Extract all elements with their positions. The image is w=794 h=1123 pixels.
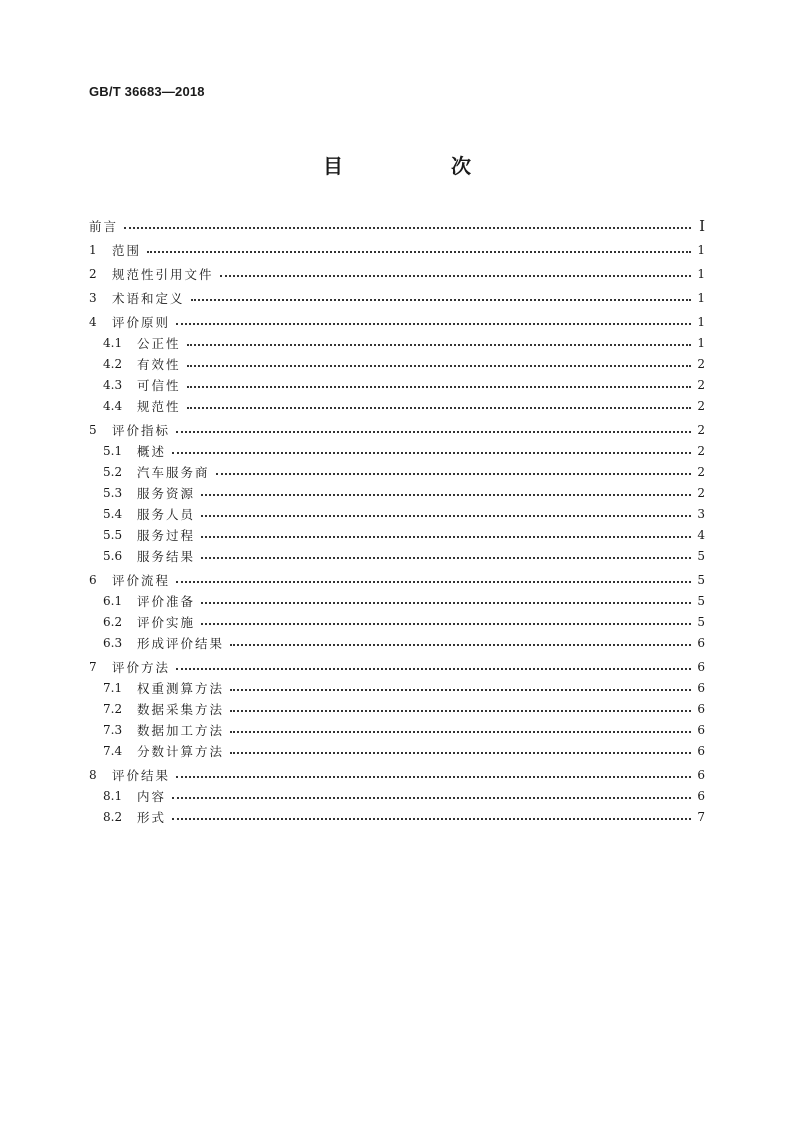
toc-entry-title: 评价结果 [112,768,171,783]
toc-entry-title: 权重测算方法 [137,681,225,696]
toc-leader-dots [124,227,691,229]
toc-entry[interactable] [89,264,705,284]
toc-subentry[interactable] [103,699,705,719]
toc-entry-page: 6 [697,702,705,716]
toc-entry[interactable] [89,288,705,308]
toc-entry-number: 1 [89,243,97,257]
toc-entry-page: 5 [697,594,705,608]
toc-entry-number: 2 [89,267,97,281]
toc-entry-number: 5.4 [103,507,123,521]
toc-subentry[interactable] [103,462,705,482]
toc-leader-dots [201,494,691,496]
toc-leader-dots [201,557,691,559]
toc-entry-number: 7.1 [103,681,123,695]
toc-entry-page: 5 [697,615,705,629]
toc-entry-page: 7 [697,810,705,824]
toc-entry[interactable] [89,312,705,332]
toc-entry-number: 7.2 [103,702,123,716]
toc-entry-page: 6 [697,636,705,650]
toc-entry-title: 前言 [89,219,119,234]
toc-entry-page: 2 [697,444,705,458]
toc-leader-dots [187,407,691,409]
toc-leader-dots [187,365,691,367]
toc-entry-foreword[interactable] [89,216,705,236]
toc-leader-dots [176,776,691,778]
toc-entry-title: 公正性 [137,336,181,351]
toc-entry-number: 6.2 [103,615,123,629]
toc-leader-dots [172,452,691,454]
toc-entry-title: 评价原则 [112,315,171,330]
toc-entry-page: 2 [697,357,705,371]
toc-leader-dots [176,668,691,670]
toc-entry-number: 4 [89,315,97,329]
toc-leader-dots [230,752,691,754]
toc-entry-title: 形式 [137,810,167,825]
toc-entry-title: 有效性 [137,357,181,372]
toc-subentry[interactable] [103,786,705,806]
toc-leader-dots [230,689,691,691]
toc-entry-title: 数据加工方法 [137,723,225,738]
toc-entry-number: 5.6 [103,549,123,563]
toc-entry-page: 2 [697,486,705,500]
toc-entry-number: 7.3 [103,723,123,737]
toc-entry-page: 1 [697,315,705,329]
toc-entry-number: 4.1 [103,336,123,350]
toc-entry-page: 5 [697,573,705,587]
toc-subentry[interactable] [103,546,705,566]
toc-leader-dots [230,731,691,733]
toc-entry-number: 8 [89,768,97,782]
toc-leader-dots [172,818,691,820]
toc-entry-title: 范围 [112,243,142,258]
toc-subentry[interactable] [103,333,705,353]
toc-entry-number: 8.1 [103,789,123,803]
toc-entry-page: 2 [697,378,705,392]
toc-entry-number: 6.1 [103,594,123,608]
toc-leader-dots [230,644,691,646]
toc-entry-title: 评价指标 [112,423,171,438]
toc-leader-dots [176,581,691,583]
toc-entry-number: 4.3 [103,378,123,392]
toc-entry-page: 2 [697,465,705,479]
toc-leader-dots [201,602,691,604]
toc-leader-dots [191,299,691,301]
toc-entry-number: 5 [89,423,97,437]
toc-subentry[interactable] [103,525,705,545]
toc-subentry[interactable] [103,720,705,740]
toc-entry-number: 5.5 [103,528,123,542]
toc-entry-title: 服务资源 [137,486,196,501]
toc-entry-number: 3 [89,291,97,305]
toc-subentry[interactable] [103,741,705,761]
toc-entry-page: 4 [697,528,705,542]
toc-leader-dots [176,431,691,433]
toc-entry-page: 6 [697,744,705,758]
toc-subentry[interactable] [103,396,705,416]
toc-leader-dots [220,275,691,277]
page-title: 目 次 [323,154,515,178]
toc-entry-page: 1 [697,267,705,281]
toc-entry-page: 5 [697,549,705,563]
toc-entry-page: 6 [697,681,705,695]
toc-entry-title: 可信性 [137,378,181,393]
toc-entry-page: 2 [697,423,705,437]
toc-entry[interactable] [89,657,705,677]
toc-leader-dots [230,710,691,712]
toc-entry[interactable] [89,240,705,260]
toc-leader-dots [201,536,691,538]
toc-subentry[interactable] [103,504,705,524]
toc-entry-title: 服务结果 [137,549,196,564]
toc-leader-dots [187,344,691,346]
toc-leader-dots [176,323,691,325]
toc-leader-dots [172,797,691,799]
toc-entry-page: 1 [697,336,705,350]
toc-entry-page: 1 [697,291,705,305]
toc-entry-title: 评价方法 [112,660,171,675]
toc-entry-title: 服务过程 [137,528,196,543]
toc-entry[interactable] [89,765,705,785]
toc-entry-title: 内容 [137,789,167,804]
toc-entry-number: 7 [89,660,97,674]
toc-entry[interactable] [89,570,705,590]
toc-subentry[interactable] [103,354,705,374]
toc-entry[interactable] [89,420,705,440]
toc-entry-title: 分数计算方法 [137,744,225,759]
toc-subentry[interactable] [103,807,705,827]
toc-entry-number: 4.2 [103,357,123,371]
toc-entry-number: 4.4 [103,399,123,413]
toc-entry-page: 2 [697,399,705,413]
toc-leader-dots [216,473,691,475]
toc-subentry[interactable] [103,441,705,461]
toc-subentry[interactable] [103,612,705,632]
toc-entry-title: 术语和定义 [112,291,185,306]
toc-subentry[interactable] [103,375,705,395]
toc-entry-title: 概述 [137,444,167,459]
toc-entry-title: 评价准备 [137,594,196,609]
toc-entry-title: 服务人员 [137,507,196,522]
toc-subentry[interactable] [103,591,705,611]
toc-subentry[interactable] [103,678,705,698]
toc-entry-number: 8.2 [103,810,123,824]
toc-entry-title: 规范性 [137,399,181,414]
toc-entry-title: 形成评价结果 [137,636,225,651]
toc-entry-title: 汽车服务商 [137,465,210,480]
toc-entry-page: 6 [697,789,705,803]
toc-entry-title: 评价流程 [112,573,171,588]
toc-entry-number: 5.2 [103,465,123,479]
toc-entry-number: 5.3 [103,486,123,500]
toc-entry-number: 5.1 [103,444,123,458]
toc-entry-page: 6 [697,768,705,782]
toc-leader-dots [147,251,691,253]
toc-entry-title: 规范性引用文件 [112,267,214,282]
toc-entry-number: 6.3 [103,636,123,650]
toc-entry-page: 1 [697,243,705,257]
toc-entry-number: 6 [89,573,97,587]
toc-subentry[interactable] [103,633,705,653]
toc-entry-number: 7.4 [103,744,123,758]
standard-code: GB/T 36683—2018 [89,84,205,99]
toc-leader-dots [201,515,691,517]
toc-leader-dots [187,386,691,388]
toc-entry-page: 6 [697,660,705,674]
toc-entry-title: 评价实施 [137,615,196,630]
toc-entry-title: 数据采集方法 [137,702,225,717]
toc-leader-dots [201,623,691,625]
toc-entry-page: 6 [697,723,705,737]
toc-entry-page: 3 [697,507,705,521]
toc-subentry[interactable] [103,483,705,503]
toc-entry-page: Ⅰ [699,217,705,235]
